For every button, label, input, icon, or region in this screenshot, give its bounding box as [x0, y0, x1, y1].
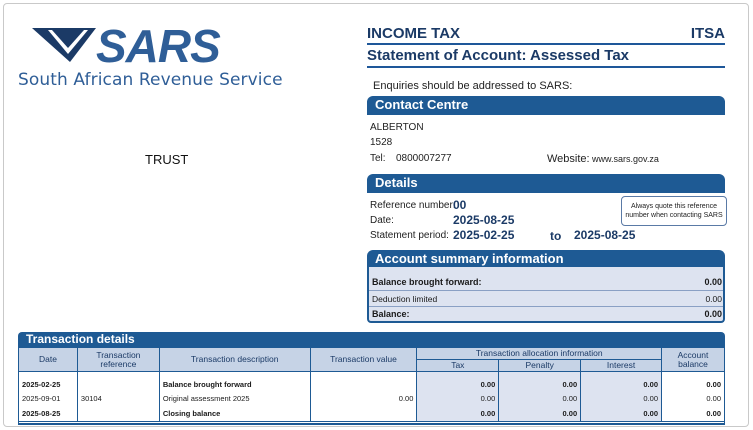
cell-description: Balance brought forward [159, 372, 310, 392]
contact-city: ALBERTON [370, 122, 424, 133]
logo-wordmark: SARS [96, 20, 220, 72]
summary-label: Balance brought forward: [372, 277, 482, 287]
table-row [19, 392, 725, 406]
statement-period-to: 2025-08-25 [574, 228, 636, 242]
cell-balance: 0.00 [662, 372, 725, 392]
cell-balance: 0.00 [662, 392, 725, 406]
cell-value [310, 372, 417, 392]
addressee-name: TRUST [145, 152, 189, 167]
table-row [19, 372, 725, 392]
cell-interest: 0.00 [581, 392, 662, 406]
statement-period-label: Statement period: [370, 230, 449, 241]
cell-tax: 0.00 [417, 372, 499, 392]
col-penalty: Penalty [499, 360, 581, 372]
summary-label: Balance: [372, 309, 410, 319]
logo-tagline: South African Revenue Service [18, 70, 283, 90]
cell-date: 2025-02-25 [19, 372, 78, 392]
contact-centre-heading: Contact Centre [367, 96, 725, 113]
summary-row-deduction [372, 294, 722, 304]
summary-divider [369, 290, 723, 291]
col-account-balance: Account balance [662, 348, 725, 372]
contact-website-label: Website: [547, 153, 590, 165]
cell-balance: 0.00 [662, 406, 725, 422]
reference-number-label: Reference number: [370, 200, 456, 211]
contact-website: www.sars.gov.za [592, 154, 659, 164]
summary-value: 0.00 [705, 294, 722, 304]
summary-row-brought-forward [372, 277, 722, 287]
details-heading: Details [367, 174, 725, 191]
cell-penalty: 0.00 [499, 406, 581, 422]
date-label: Date: [370, 215, 394, 226]
summary-row-balance [372, 309, 722, 319]
summary-label: Deduction limited [372, 294, 438, 304]
col-tax: Tax [417, 360, 499, 372]
statement-page [3, 3, 749, 427]
statement-header [367, 25, 725, 42]
contact-postal-code: 1528 [370, 137, 393, 148]
header-divider-2 [367, 66, 725, 68]
cell-description: Closing balance [159, 406, 310, 422]
tax-code: ITSA [690, 25, 725, 42]
summary-divider [369, 306, 723, 307]
cell-interest: 0.00 [581, 406, 662, 422]
header-divider [367, 43, 725, 45]
cell-value [310, 406, 417, 422]
cell-reference [77, 372, 159, 392]
account-summary-panel [367, 267, 725, 323]
tax-type-title: INCOME TAX [367, 25, 461, 42]
cell-tax: 0.00 [417, 406, 499, 422]
account-summary-heading: Account summary information [367, 250, 725, 267]
details-band-rule [367, 191, 725, 193]
statement-subtitle: Statement of Account: Assessed Tax [367, 47, 630, 64]
cell-reference: 30104 [77, 392, 159, 406]
contact-tel: 0800007277 [396, 153, 452, 164]
summary-value: 0.00 [704, 277, 722, 287]
cell-reference [77, 406, 159, 422]
cell-tax: 0.00 [417, 392, 499, 406]
col-transaction-description: Transaction description [159, 348, 310, 372]
col-interest: Interest [581, 360, 662, 372]
contact-tel-label: Tel: [370, 153, 386, 164]
reference-number-value: 00 [453, 198, 467, 212]
cell-date: 2025-08-25 [19, 406, 78, 422]
cell-penalty: 0.00 [499, 372, 581, 392]
transaction-table [18, 347, 725, 422]
col-transaction-value: Transaction value [310, 348, 417, 372]
col-transaction-reference: Transaction reference [77, 348, 159, 372]
transaction-details-heading: Transaction details [18, 332, 725, 347]
table-row [19, 406, 725, 422]
cell-description: Original assessment 2025 [159, 392, 310, 406]
cell-penalty: 0.00 [499, 392, 581, 406]
enquiries-text: Enquiries should be addressed to SARS: [373, 80, 573, 92]
statement-period-from: 2025-02-25 [453, 228, 515, 242]
cell-interest: 0.00 [581, 372, 662, 392]
reference-note: Always quote this reference number when contacting SARS [621, 196, 727, 226]
cell-date: 2025-09-01 [19, 392, 78, 406]
contact-band-rule [367, 113, 725, 115]
col-date: Date [19, 348, 78, 372]
statement-period-to-label: to [550, 229, 562, 243]
col-allocation-info: Transaction allocation information [417, 348, 662, 360]
cell-value: 0.00 [310, 392, 417, 406]
summary-value: 0.00 [704, 309, 722, 319]
date-value: 2025-08-25 [453, 213, 515, 227]
